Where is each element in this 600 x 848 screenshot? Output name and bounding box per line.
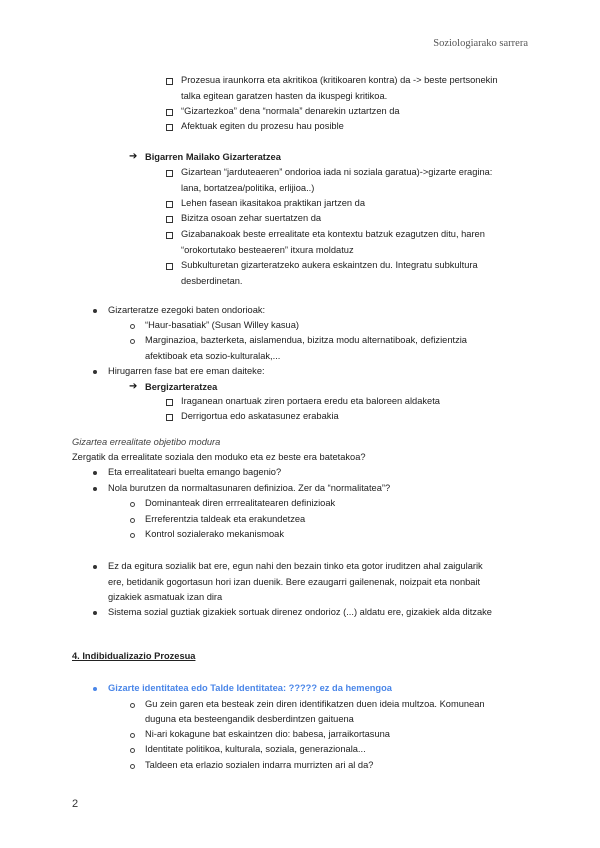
subsection-title: Bergizarteratzea: [145, 382, 218, 392]
bullet-circle-icon: [130, 518, 135, 523]
bullet-circle-icon: [130, 703, 135, 708]
checkbox-icon: [166, 109, 173, 116]
text-line: Nola burutzen da normaltasunaren definizioa. Zer da “normalitatea”?: [108, 483, 391, 493]
text-line: Gu zein garen eta besteak zein diren identifikatzen duen ideia multzoa. Komunean: [145, 699, 485, 709]
text-line: Prozesua iraunkorra eta akritikoa (kritikoaren kontra) da -> beste pertsonekin: [181, 75, 498, 85]
text-line: afektiboak eta sozio-kulturalak,...: [145, 351, 281, 361]
bullet-dot-icon: [93, 471, 97, 475]
bullet-circle-icon: [130, 733, 135, 738]
text-line: Hirugarren fase bat ere eman daiteke:: [108, 366, 265, 376]
text-line: Gizartean “jarduteaeren” ondorioa iada ni soziala garatua)->gizarte eragina:: [181, 167, 493, 177]
subsection-title: Bigarren Mailako Gizarteratzea: [145, 152, 281, 162]
text-line: Bizitza osoan zehar suertatzen da: [181, 213, 322, 223]
text-line: Dominanteak diren errrealitatearen definizioak: [145, 498, 336, 508]
checkbox-icon: [166, 216, 173, 223]
bullet-dot-icon: [93, 487, 97, 491]
bullet-dot-icon: [93, 611, 97, 615]
checkbox-icon: [166, 414, 173, 421]
text-line: gizakiek asmatuak izan dira: [108, 592, 223, 602]
text-line: Gizarteratze ezegoki baten ondorioak:: [108, 305, 266, 315]
checkbox-icon: [166, 201, 173, 208]
checkbox-icon: [166, 263, 173, 270]
text-line: Afektuak egiten du prozesu hau posible: [181, 121, 344, 131]
text-line: Marginazioa, bazterketa, aislamendua, bizitza modu alternatiboak, defizientzia: [145, 335, 467, 345]
bullet-circle-icon: [130, 324, 135, 329]
arrow-icon: ➔: [129, 381, 138, 392]
text-line: “orokortutako besteaeren” itxura moldatuz: [181, 245, 354, 255]
text-line: “Gizartezkoa” dena “normala” denarekin uztartzen da: [181, 106, 400, 116]
checkbox-icon: [166, 124, 173, 131]
text-line: “Haur-basatiak” (Susan Willey kasua): [145, 320, 299, 330]
text-line: Derrigortua edo askatasunez erabakia: [181, 411, 339, 421]
highlighted-bullet-text: Gizarte identitatea edo Talde Identitatea: ????? ez da hemengoa: [108, 683, 392, 693]
section-heading: 4. Indibidualizazio Prozesua: [72, 651, 196, 661]
text-line: Kontrol sozialerako mekanismoak: [145, 529, 284, 539]
text-line: Gizabanakoak beste errealitate eta kontextu batzuk ezagutzen ditu, haren: [181, 229, 485, 239]
text-line: Erreferentzia taldeak eta erakundetzea: [145, 514, 306, 524]
bullet-dot-icon: [93, 687, 97, 691]
bullet-circle-icon: [130, 748, 135, 753]
text-line: Zergatik da errealitate soziala den moduko eta ez beste era batetakoa?: [72, 452, 366, 462]
bullet-circle-icon: [130, 339, 135, 344]
text-line: Lehen fasean ikasitakoa praktikan jartzen da: [181, 198, 365, 208]
text-line: Taldeen eta erlazio sozialen indarra murrizten ari al da?: [145, 760, 374, 770]
text-line: ere, betidanik gogortasun hori izan duenik. Bere ezaugarri gailenenak, noizpait eta nonbait: [108, 577, 481, 587]
bullet-circle-icon: [130, 764, 135, 769]
text-line: lana, bortatzea/politika, erlijioa..): [181, 183, 315, 193]
bullet-circle-icon: [130, 533, 135, 538]
text-line: Ez da egitura sozialik bat ere, egun nahi den bezain tinko eta gotor iruditzen ahal zaigularik: [108, 561, 483, 571]
bullet-dot-icon: [93, 370, 97, 374]
running-header: Soziologiarako sarrera: [433, 38, 528, 49]
text-line: Identitate politikoa, kulturala, soziala, generazionala...: [145, 744, 366, 754]
text-line: Iraganean onartuak ziren portaera eredu eta baloreen aldaketa: [181, 396, 440, 406]
text-line: Sistema sozial guztiak gizakiek sortuak direnez ondorioz (...) aldatu ere, gizakiek alda ditzake: [108, 607, 492, 617]
checkbox-icon: [166, 170, 173, 177]
text-line: desberdinetan.: [181, 276, 243, 286]
bullet-dot-icon: [93, 565, 97, 569]
text-line: Ni-ari kokagune bat eskaintzen dio: babesa, jarraikortasuna: [145, 729, 390, 739]
text-line: duguna eta besteengandik desberdintzen gaituena: [145, 714, 354, 724]
text-line: talka egitean garatzen hasten da ikuspegi kritikoa.: [181, 91, 388, 101]
arrow-icon: ➔: [129, 151, 138, 162]
bullet-dot-icon: [93, 309, 97, 313]
checkbox-icon: [166, 78, 173, 85]
italic-heading: Gizartea errealitate objetibo modura: [72, 437, 221, 447]
page-number: 2: [72, 798, 79, 810]
text-line: Subkulturetan gizarteratzeko aukera eskaintzen du. Integratu subkultura: [181, 260, 478, 270]
bullet-circle-icon: [130, 502, 135, 507]
text-line: Eta errealitateari buelta emango bagenio?: [108, 467, 282, 477]
checkbox-icon: [166, 232, 173, 239]
checkbox-icon: [166, 399, 173, 406]
